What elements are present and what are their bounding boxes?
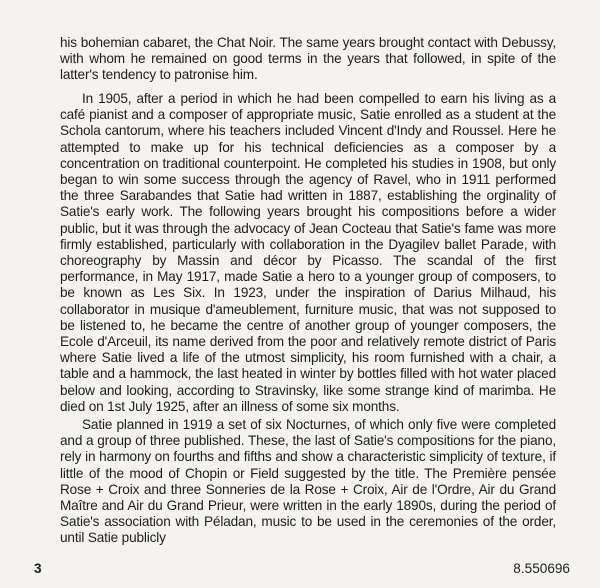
paragraph-1-text: his bohemian cabaret, the Chat Noir. The same years brought contact with Debussy, with whom he remained on good terms in the years that followed, in spite of the latter's tendency to patronise him. xyxy=(60,35,556,83)
paragraph-2 xyxy=(60,91,556,415)
paragraph-1 xyxy=(60,35,556,84)
paragraph-3-text: Satie planned in 1919 a set of six Nocturnes, of which only five were completed and a group of three published. These, the last of Satie's compositions for the piano, rely in harmony on fourths and fifths and show a characteristic simplicity of texture, if little of the mood of Chopin or Field suggested by the title. The Première pensée Rose + Croix and three Sonneries de la Rose + Croix, Air de l'Ordre, Air du Grand Maître and Air du Grand Prieur, were written in the early 1890s, during the period of Satie's association with Péladan, music to be used in the ceremonies of the order, until Satie publicly xyxy=(60,417,556,546)
catalog-number: 8.550696 xyxy=(513,561,570,576)
paragraph-2-text: In 1905, after a period in which he had been compelled to earn his living as a café pianist and a composer of appropriate music, Satie enrolled as a student at the Schola cantorum, where his teachers included Vincent d'Indy and Roussel. Here he attempted to make up for his technical deficiencies as a composer by a concentration on traditional counterpoint. He completed his studies in 1908, but only began to win some success through the agency of Ravel, who in 1911 performed the three Sarabandes that Satie had written in 1887, establishing the orginality of Satie's early work. The following years brought his compositions before a wider public, but it was through the advocacy of Jean Cocteau that Satie's fame was more firmly established, particularly with collaboration in the Dyagilev ballet Parade, with choreography by Massin and décor by Picasso. The scandal of the first performance, in May 1917, made Satie a hero to a younger group of composers, to be known as Les Six. In 1923, under the inspiration of Darius Milhaud, his collaborator in musique d'ameublement, furniture music, that was not supposed to be listened to, he became the centre of another group of younger composers, the Ecole d'Arceuil, its name derived from the poor and relatively remote district of Paris where Satie lived a life of the utmost simplicity, his room furnished with a chair, a table and a hammock, the last heated in winter by bottles filled with hot water placed below and looking, according to Stravinsky, like some strange kind of marimba. He died on 1st July 1925, after an illness of some six months. xyxy=(60,91,556,414)
paragraph-3 xyxy=(60,417,556,547)
page-number: 3 xyxy=(34,561,42,576)
